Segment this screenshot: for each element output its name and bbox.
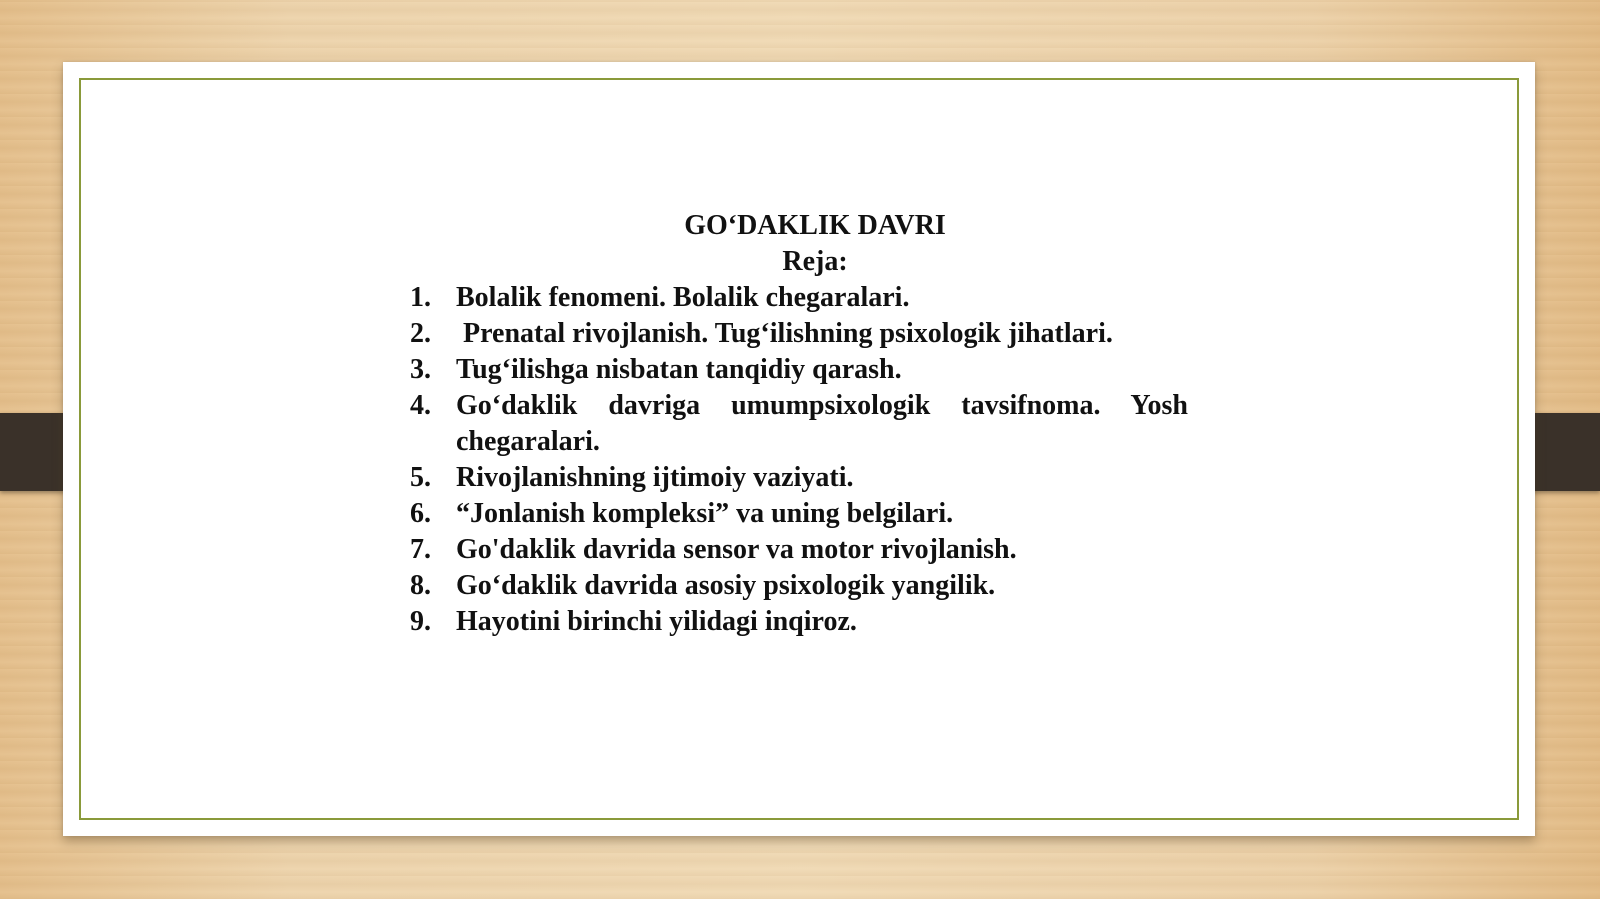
list-item [410, 388, 1188, 460]
list-item [410, 352, 1188, 388]
list-item-number: 9. [410, 606, 431, 637]
list-item [410, 280, 1188, 316]
list-item-text-block [456, 388, 1188, 460]
list-item-number: 2. [410, 318, 431, 349]
list-item-text: “Jonlanish kompleksi” va uning belgilari. [456, 498, 954, 529]
list-item [410, 496, 1188, 532]
list-item-text: Prenatal rivojlanish. Tug‘ilishning psixologik jihatlari. [463, 318, 1113, 349]
list-item-number: 7. [410, 534, 431, 565]
list-item-number: 6. [410, 498, 431, 529]
list-item-text-line: Go‘daklik davriga umumpsixologik tavsifnoma. Yosh [456, 390, 1188, 421]
list-item [410, 604, 1188, 640]
list-item-number: 3. [410, 354, 431, 385]
list-item [410, 316, 1188, 352]
list-item-number: 5. [410, 462, 431, 493]
list-item [410, 568, 1188, 604]
plan-list [410, 280, 1188, 640]
slide-title: GO‘DAKLIK DAVRI [684, 210, 946, 241]
list-item-text: Hayotini birinchi yilidagi inqiroz. [456, 606, 857, 637]
slide-subtitle: Reja: [782, 246, 848, 277]
list-item-text: Tug‘ilishga nisbatan tanqidiy qarash. [456, 354, 902, 385]
list-item-text: Bolalik fenomeni. Bolalik chegaralari. [456, 282, 910, 313]
list-item-text: Rivojlanishning ijtimoiy vaziyati. [456, 462, 854, 493]
list-item [410, 532, 1188, 568]
list-item [410, 460, 1188, 496]
list-item-text: Go‘daklik davrida asosiy psixologik yangilik. [456, 570, 996, 601]
slide-content [410, 208, 1188, 640]
list-item-number: 1. [410, 282, 431, 313]
list-item-text: Go'daklik davrida sensor va motor rivojlanish. [456, 534, 1017, 565]
list-item-number: 4. [410, 390, 431, 421]
list-item-number: 8. [410, 570, 431, 601]
list-item-text-line: chegaralari. [456, 426, 600, 457]
